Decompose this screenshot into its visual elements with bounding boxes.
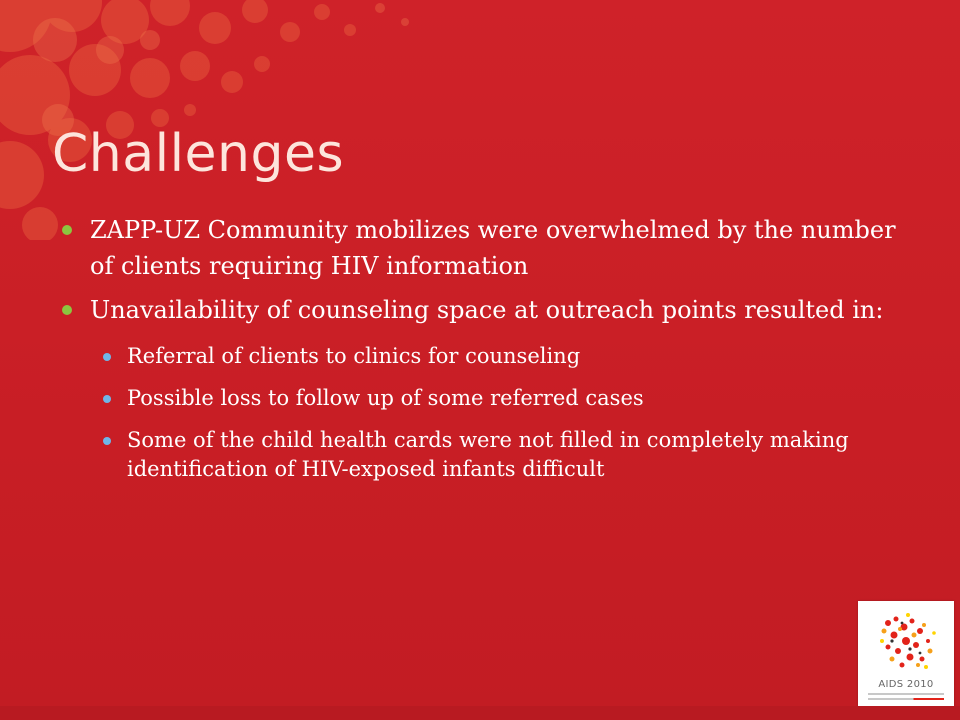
sub-bullet-dot-icon [103, 437, 111, 445]
sub-bullet-dot-icon [103, 395, 111, 403]
logo-text: AIDS 2010 [878, 679, 934, 690]
sub-bullet-text: Some of the child health cards were not filled in completely making identification of HIV-exposed infants difficult [127, 428, 849, 481]
sub-bullet-item [60, 384, 910, 413]
sub-bullet-list [60, 342, 910, 484]
aids-2010-logo-icon [858, 601, 954, 681]
sub-bullet-item [60, 342, 910, 371]
bullet-text: Unavailability of counseling space at outreach points resulted in: [90, 296, 884, 324]
bottom-band [0, 706, 960, 720]
conference-logo [858, 601, 954, 711]
bullet-dot-icon [62, 225, 72, 235]
sub-bullet-item [60, 426, 910, 484]
sub-bullet-dot-icon [103, 353, 111, 361]
slide-title: Challenges [52, 124, 345, 184]
sub-bullet-text: Referral of clients to clinics for counseling [127, 344, 581, 368]
sub-bullet-text: Possible loss to follow up of some referred cases [127, 386, 644, 410]
bullet-text: ZAPP-UZ Community mobilizes were overwhelmed by the number of clients requiring HIV information [90, 216, 896, 280]
bullet-item [60, 292, 910, 328]
decorative-bubbles-icon [0, 0, 520, 240]
bullet-item [60, 212, 910, 284]
bullet-dot-icon [62, 305, 72, 315]
logo-fine-print [868, 693, 944, 695]
logo-fine-print [868, 698, 944, 700]
bullet-list [60, 212, 910, 497]
